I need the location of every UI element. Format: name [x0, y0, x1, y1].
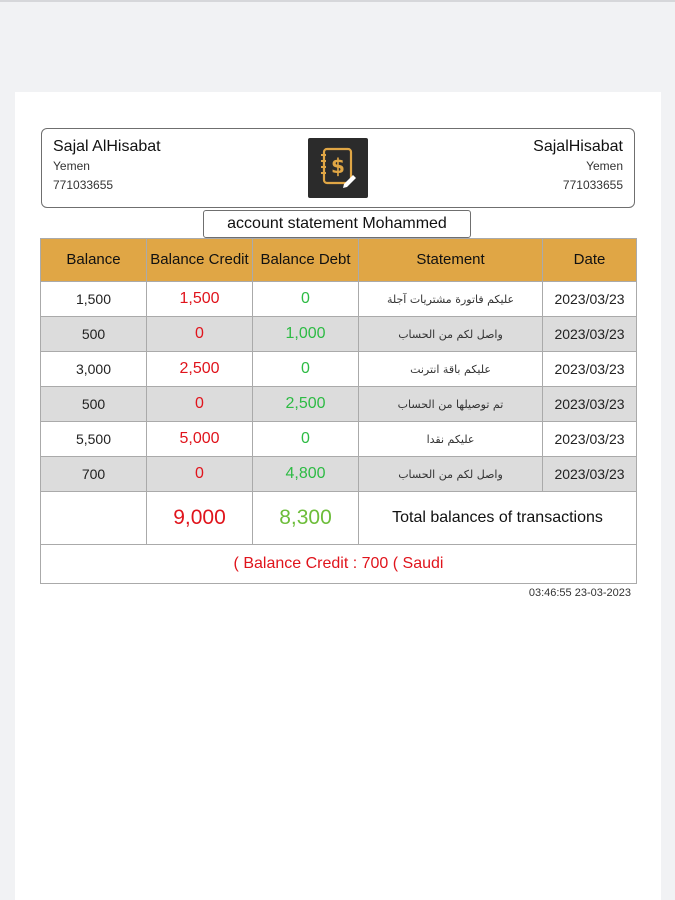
transactions-table [40, 238, 637, 584]
cell-date: 2023/03/23 [543, 457, 637, 492]
company-phone-left: 771033655 [53, 178, 114, 192]
balance-summary: ( Balance Credit : 700 ( Saudi [41, 545, 637, 584]
cell-date: 2023/03/23 [543, 422, 637, 457]
total-debt: 8,300 [253, 492, 359, 545]
table-row [41, 457, 637, 492]
cell-statement: عليكم نقدا [359, 422, 543, 457]
cell-statement: واصل لكم من الحساب [359, 317, 543, 352]
table-row [41, 387, 637, 422]
cell-date: 2023/03/23 [543, 317, 637, 352]
company-phone-right: 771033655 [562, 178, 623, 192]
totals-label: Total balances of transactions [359, 492, 637, 545]
cell-credit: 5,000 [147, 422, 253, 457]
cell-credit: 1,500 [147, 282, 253, 317]
cell-balance: 1,500 [41, 282, 147, 317]
company-name-left: Sajal AlHisabat [53, 138, 161, 155]
statement-document [15, 92, 661, 900]
cell-debt: 0 [253, 422, 359, 457]
header-date: Date [543, 239, 637, 282]
cell-balance: 3,000 [41, 352, 147, 387]
cell-date: 2023/03/23 [543, 387, 637, 422]
cell-statement: عليكم باقة انترنت [359, 352, 543, 387]
cell-date: 2023/03/23 [543, 352, 637, 387]
table-row [41, 317, 637, 352]
cell-statement: عليكم فاتورة مشتريات آجلة [359, 282, 543, 317]
cell-balance: 500 [41, 317, 147, 352]
table-row [41, 282, 637, 317]
cell-debt: 0 [253, 282, 359, 317]
cell-debt: 0 [253, 352, 359, 387]
cell-statement: تم توصيلها من الحساب [359, 387, 543, 422]
table-header-row [41, 239, 637, 282]
statement-header [41, 128, 635, 208]
cell-balance: 500 [41, 387, 147, 422]
cell-date: 2023/03/23 [543, 282, 637, 317]
cell-statement: واصل لكم من الحساب [359, 457, 543, 492]
cell-credit: 0 [147, 387, 253, 422]
company-country-right: Yemen [586, 159, 623, 173]
balance-summary-row [41, 545, 637, 584]
header-statement: Statement [359, 239, 543, 282]
header-balance-debt: Balance Debt [253, 239, 359, 282]
cell-credit: 0 [147, 457, 253, 492]
totals-empty-cell [41, 492, 147, 545]
top-divider [0, 0, 675, 2]
total-credit: 9,000 [147, 492, 253, 545]
company-name-right: SajalHisabat [533, 138, 623, 155]
company-info-left [53, 137, 161, 195]
company-country-left: Yemen [53, 159, 90, 173]
company-info-right [533, 137, 623, 195]
cell-debt: 4,800 [253, 457, 359, 492]
header-balance: Balance [41, 239, 147, 282]
table-row [41, 352, 637, 387]
cell-balance: 700 [41, 457, 147, 492]
svg-text:$: $ [331, 154, 345, 178]
cell-credit: 0 [147, 317, 253, 352]
totals-row [41, 492, 637, 545]
cell-balance: 5,500 [41, 422, 147, 457]
cell-credit: 2,500 [147, 352, 253, 387]
header-balance-credit: Balance Credit [147, 239, 253, 282]
cell-debt: 1,000 [253, 317, 359, 352]
table-row [41, 422, 637, 457]
print-timestamp: 03:46:55 23-03-2023 [528, 587, 631, 599]
statement-title: account statement Mohammed [203, 210, 471, 238]
cell-debt: 2,500 [253, 387, 359, 422]
ledger-dollar-icon [308, 138, 368, 198]
